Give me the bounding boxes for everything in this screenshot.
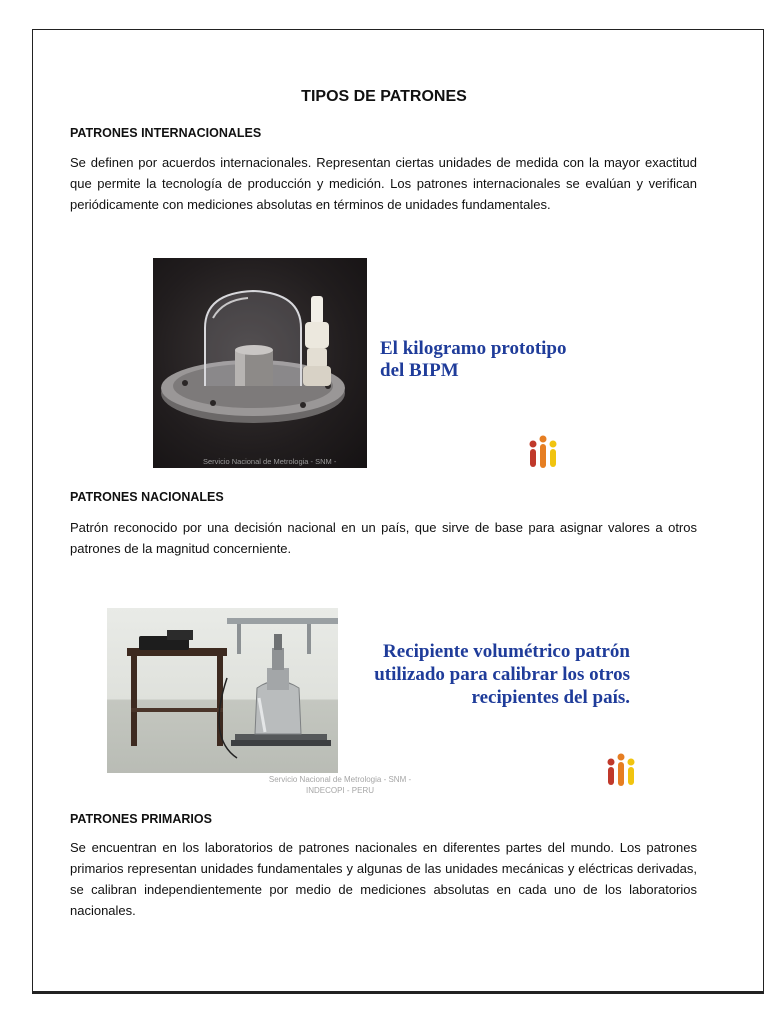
figure1-caption-line1: El kilogramo prototipo bbox=[380, 338, 567, 359]
section-body-nacionales: Patrón reconocido por una decisión nacional en un país, que sirve de base para asignar valores a otros patrones de la magnitud concerniente. bbox=[70, 520, 697, 556]
photo-credit-2 bbox=[240, 774, 440, 796]
section-heading-internacionales: PATRONES INTERNACIONALES bbox=[70, 126, 262, 140]
snm-logo-1 bbox=[528, 434, 560, 470]
section-body-primarios: Se encuentran en los laboratorios de patrones nacionales en diferentes partes del mundo. Los patrones primarios representan unidades fundamentales y algunas de las unidades mecánicas y eléctricas derivadas, se calibran independientemente por medio de mediciones absolutas en cada uno de los laboratorios nacionales. bbox=[70, 840, 697, 918]
figure2-caption-line1: Recipiente volumétrico patrón bbox=[383, 641, 630, 662]
snm-logo-2 bbox=[606, 752, 638, 788]
section-heading-primarios: PATRONES PRIMARIOS bbox=[70, 812, 212, 826]
photo-credit-2-line2: INDECOPI - PERU bbox=[305, 786, 374, 795]
section-heading-nacionales: PATRONES NACIONALES bbox=[70, 490, 224, 504]
figure2-caption bbox=[340, 640, 630, 709]
photo-credit-2-line1: Servicio Nacional de Metrologia - SNM - bbox=[268, 775, 412, 784]
figure2-caption-line3: recipientes del país. bbox=[471, 687, 630, 708]
figure1-caption bbox=[380, 338, 567, 382]
figure2-caption-line2: utilizado para calibrar los otros bbox=[374, 664, 630, 685]
figure1-caption-line2: del BIPM bbox=[380, 360, 459, 381]
kilogram-prototype-photo bbox=[153, 258, 367, 468]
page-title: TIPOS DE PATRONES bbox=[301, 88, 467, 105]
photo-credit-1: Servicio Nacional de Metrologia - SNM - bbox=[203, 457, 337, 466]
volumetric-container-photo bbox=[107, 608, 338, 773]
section-body-internacionales: Se definen por acuerdos internacionales. Representan ciertas unidades de medida con la mayor exactitud que permite la tecnología de producción y medición. Los patrones internacionales se evalúan y verifican periódicamente con mediciones absolutas en términos de unidades fundamentales. bbox=[70, 155, 697, 212]
